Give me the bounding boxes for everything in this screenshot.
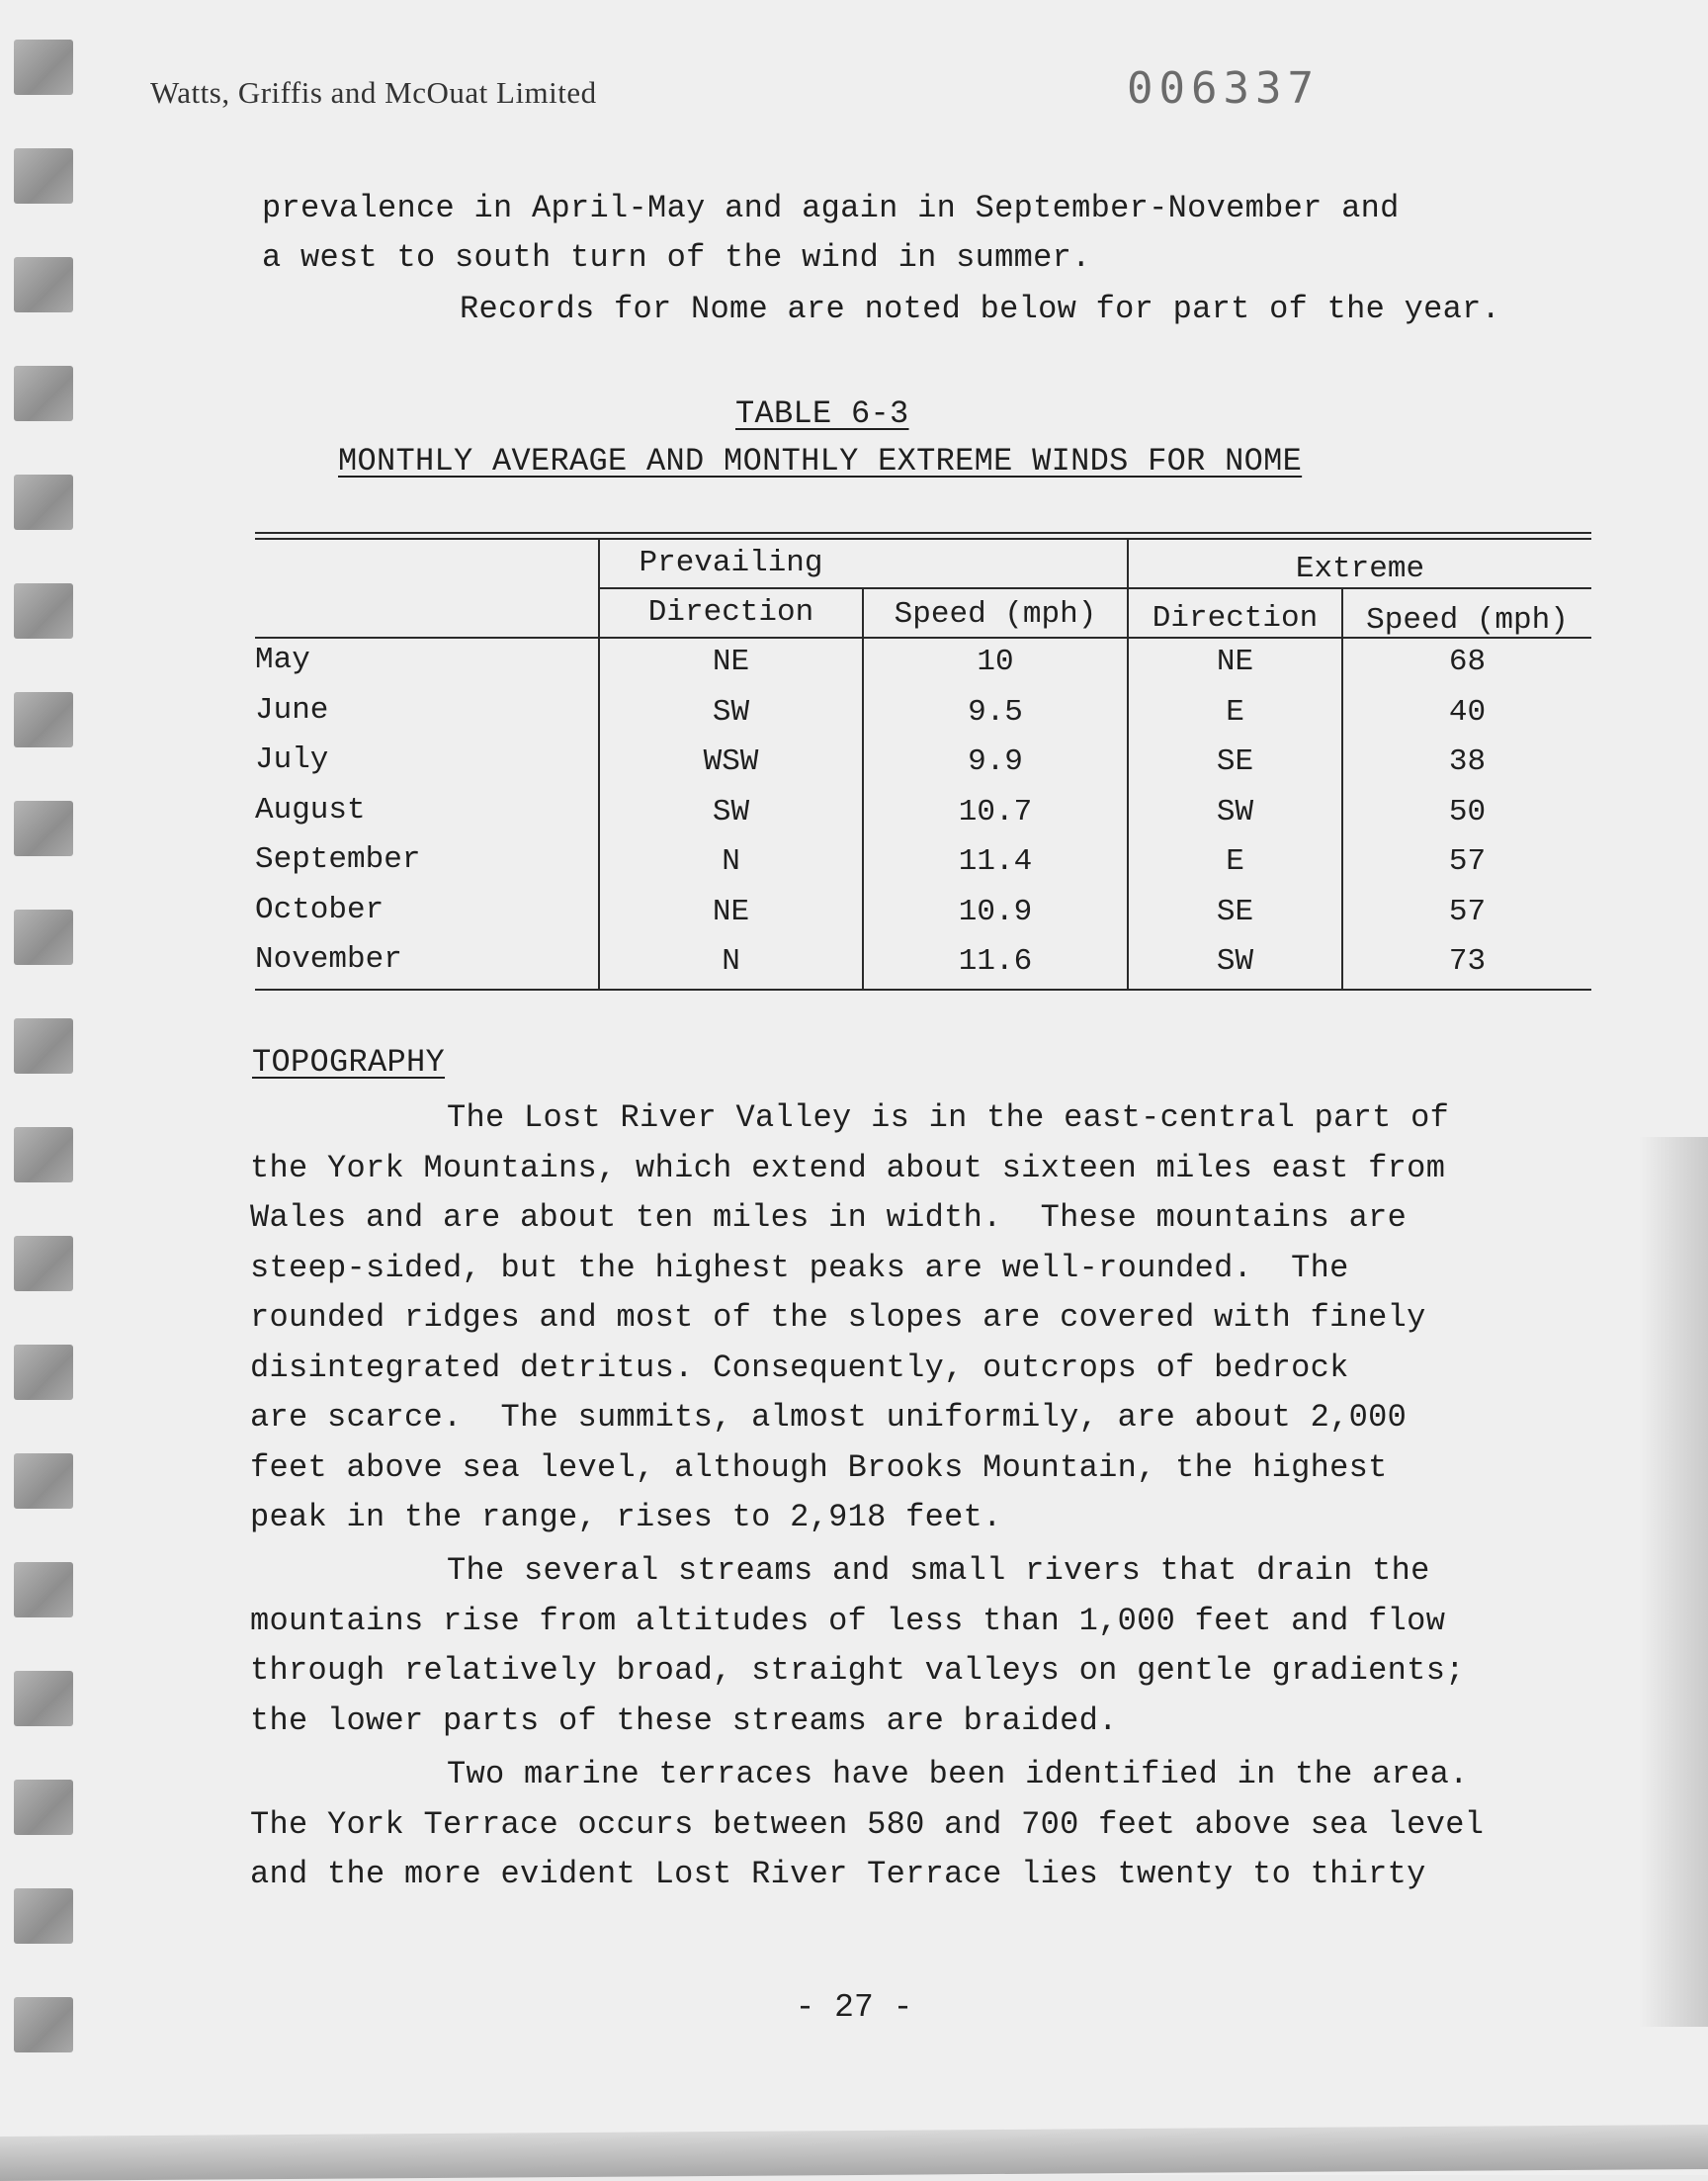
column-header: Direction [647, 595, 814, 630]
binding-hole [14, 1562, 73, 1617]
group-header-extreme: Extreme [1295, 552, 1425, 586]
table-cell-ext-dir: SE [1216, 894, 1254, 929]
paragraph-line: steep-sided, but the highest peaks are well-rounded. The [250, 1249, 1349, 1286]
paragraph-line: disintegrated detritus. Consequently, outcrops of bedrock [250, 1349, 1349, 1386]
table-cell-ext-speed: 50 [1448, 794, 1487, 829]
paragraph-line: The Lost River Valley is in the east-central part of [447, 1099, 1450, 1136]
column-header: Direction [1152, 601, 1319, 636]
intro-line: prevalence in April-May and again in September-November and [262, 190, 1400, 226]
binding-hole [14, 1671, 73, 1726]
table-cell-month: October [255, 892, 384, 927]
paragraph-line: The several streams and small rivers that drain the [447, 1552, 1430, 1589]
table-cell-ext-speed: 57 [1448, 894, 1487, 929]
column-header: Speed (mph) [1366, 603, 1569, 638]
table-cell-ext-dir: E [1226, 844, 1244, 879]
paragraph-line: mountains rise from altitudes of less than 1,000 feet and flow [250, 1602, 1446, 1639]
paragraph-line: rounded ridges and most of the slopes are covered with finely [250, 1299, 1426, 1336]
table-cell-month: September [255, 842, 421, 877]
table-cell-month: July [255, 742, 329, 777]
binding-hole [14, 583, 73, 639]
binding-hole [14, 692, 73, 747]
table-cell-prev-dir: N [722, 844, 740, 879]
table-cell-prev-speed: 10 [977, 645, 1014, 679]
table-cell-ext-speed: 73 [1448, 944, 1487, 979]
table-cell-prev-speed: 10.9 [958, 894, 1033, 929]
binding-hole [14, 1780, 73, 1835]
intro-line: Records for Nome are noted below for part of the year. [460, 291, 1501, 327]
paragraph-line: through relatively broad, straight valleys on gentle gradients; [250, 1652, 1465, 1689]
table-cell-prev-dir: N [722, 944, 740, 979]
paragraph-line: the lower parts of these streams are braided. [250, 1701, 1118, 1739]
section-heading: TOPOGRAPHY [252, 1044, 446, 1081]
table-cell-month: August [255, 792, 366, 828]
paragraph-line: peak in the range, rises to 2,918 feet. [250, 1499, 1002, 1535]
table-cell-ext-dir: SW [1216, 944, 1254, 979]
table-cell-prev-speed: 11.4 [958, 844, 1033, 879]
table-cell-ext-dir: SW [1216, 794, 1254, 829]
group-header-rule [599, 587, 1591, 589]
table-cell-prev-speed: 9.5 [968, 694, 1023, 730]
table-cell-prev-dir: WSW [703, 744, 759, 779]
binding-hole [14, 40, 73, 95]
binding-hole [14, 1345, 73, 1400]
paragraph-line: the York Mountains, which extend about sixteen miles east from [250, 1149, 1446, 1186]
table-cell-ext-speed: 57 [1448, 844, 1487, 879]
table-cell-prev-dir: NE [712, 645, 750, 679]
table-cell-prev-speed: 11.6 [958, 944, 1033, 979]
binding-hole [14, 801, 73, 856]
page-bottom-edge [0, 2125, 1708, 2181]
binding-hole [14, 148, 73, 204]
binding-hole [14, 1127, 73, 1182]
spiral-binding [0, 40, 79, 2096]
table-cell-ext-dir: E [1226, 694, 1244, 730]
binding-hole [14, 910, 73, 965]
table-cell-ext-speed: 38 [1448, 744, 1487, 779]
document-number: 006337 [1127, 63, 1320, 114]
paragraph-line: and the more evident Lost River Terrace lies twenty to thirty [250, 1856, 1426, 1892]
table-bottom-rule [255, 989, 1591, 991]
binding-hole [14, 475, 73, 530]
table-cell-ext-dir: NE [1216, 645, 1254, 679]
table-cell-prev-dir: NE [712, 894, 750, 929]
table-caption: TABLE 6-3 [735, 395, 909, 432]
paragraph-line: The York Terrace occurs between 580 and 700 feet above sea level [250, 1805, 1485, 1843]
column-header: Speed (mph) [894, 597, 1097, 632]
company-letterhead: Watts, Griffis and McOuat Limited [150, 75, 597, 110]
binding-hole [14, 1236, 73, 1291]
table-cell-ext-dir: SE [1216, 744, 1254, 779]
page-shadow [1639, 1137, 1708, 2027]
table-top-rule [255, 532, 1591, 534]
table-cell-prev-dir: SW [712, 694, 750, 730]
binding-hole [14, 1453, 73, 1509]
binding-hole [14, 257, 73, 312]
paragraph-line: Two marine terraces have been identified in the area. [447, 1756, 1469, 1792]
table-cell-prev-speed: 10.7 [958, 794, 1033, 829]
binding-hole [14, 366, 73, 421]
paragraph-line: feet above sea level, although Brooks Mountain, the highest [250, 1448, 1388, 1486]
table-title: MONTHLY AVERAGE AND MONTHLY EXTREME WINDS FOR NOME [338, 443, 1303, 480]
table-cell-ext-speed: 68 [1448, 645, 1487, 679]
table-top-rule [255, 538, 1591, 540]
table-cell-month: May [255, 643, 310, 677]
group-header-prevailing: Prevailing [639, 546, 823, 580]
intro-line: a west to south turn of the wind in summer. [262, 239, 1091, 276]
paragraph-line: Wales and are about ten miles in width. These mountains are [250, 1199, 1408, 1236]
table-cell-month: November [255, 942, 402, 977]
table-cell-prev-speed: 9.9 [968, 744, 1023, 779]
binding-hole [14, 1888, 73, 1944]
binding-hole [14, 1018, 73, 1074]
paragraph-line: are scarce. The summits, almost uniformily, are about 2,000 [250, 1399, 1408, 1436]
table-cell-ext-speed: 40 [1448, 694, 1487, 730]
page-number: - 27 - [795, 1989, 913, 2026]
table-cell-prev-dir: SW [712, 794, 750, 829]
table-cell-month: June [255, 692, 329, 728]
